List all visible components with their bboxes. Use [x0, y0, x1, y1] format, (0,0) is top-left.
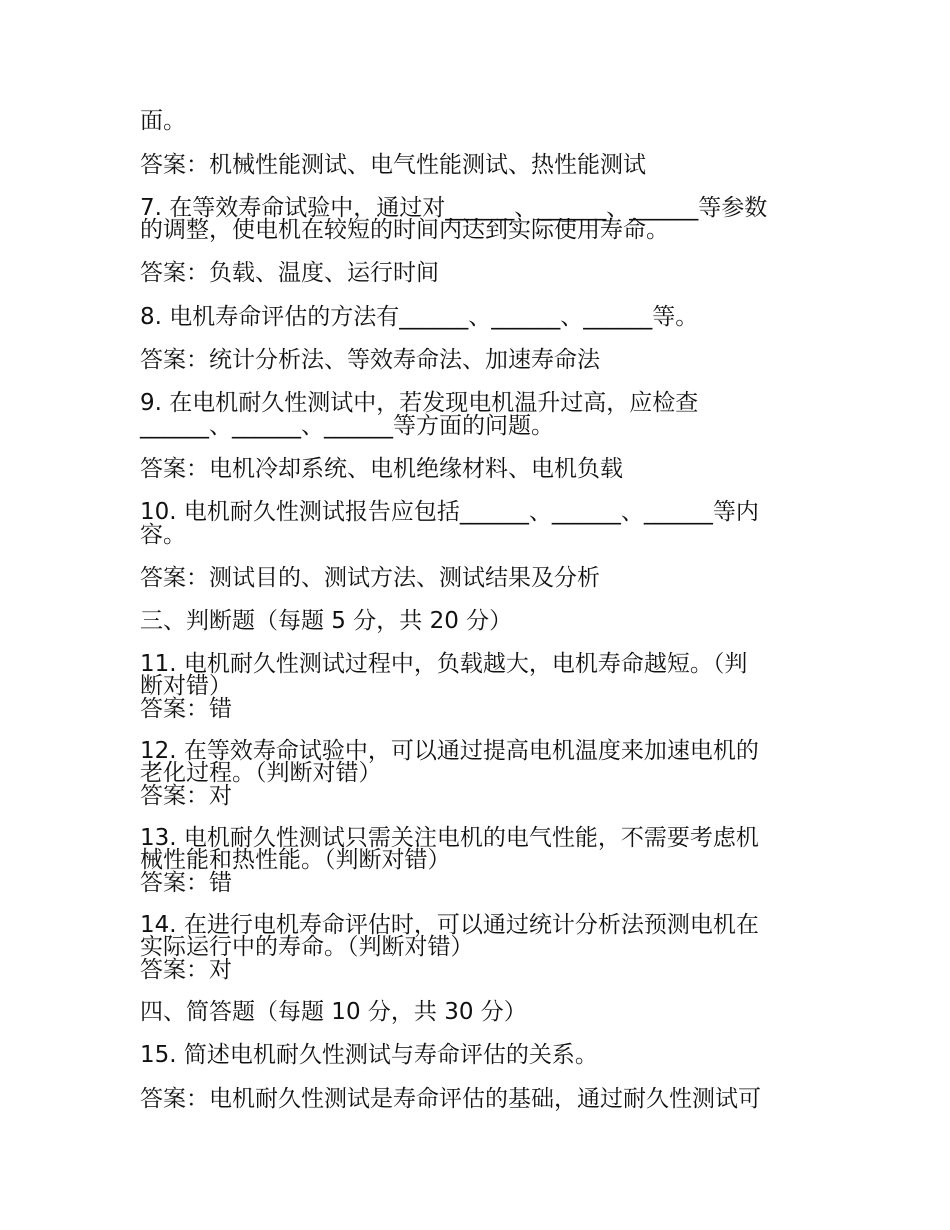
question-line: 9. 在电机耐久性测试中，若发现电机温升过高，应检查	[140, 390, 699, 416]
answer-line: 答案：电机耐久性测试是寿命评估的基础，通过耐久性测试可	[140, 1086, 761, 1112]
answer-line: 答案：机械性能测试、电气性能测试、热性能测试	[140, 152, 646, 178]
answer-line: 答案：测试目的、测试方法、测试结果及分析	[140, 565, 600, 591]
question-line: 断对错）	[140, 673, 232, 699]
question-line: ______、______、______等方面的问题。	[140, 413, 554, 439]
question-line: 15. 简述电机耐久性测试与寿命评估的关系。	[140, 1042, 598, 1068]
answer-line: 答案：负载、温度、运行时间	[140, 260, 439, 286]
section-heading: 三、判断题（每题 5 分，共 20 分）	[140, 608, 513, 634]
question-line: 老化过程。（判断对错）	[140, 760, 382, 786]
question-line: 14. 在进行电机寿命评估时，可以通过统计分析法预测电机在	[140, 912, 759, 938]
section-heading: 四、简答题（每题 10 分，共 30 分）	[140, 999, 527, 1025]
question-line: 械性能和热性能。（判断对错）	[140, 847, 451, 873]
question-line: 11. 电机耐久性测试过程中，负载越大，电机寿命越短。（判	[140, 651, 748, 677]
answer-line: 答案：对	[140, 957, 232, 983]
question-line: 的调整，使电机在较短的时间内达到实际使用寿命。	[140, 217, 669, 243]
answer-line: 答案：错	[140, 696, 232, 722]
question-line: 10. 电机耐久性测试报告应包括______、______、______等内	[140, 499, 759, 525]
question-line: 13. 电机耐久性测试只需关注电机的电气性能，不需要考虑机	[140, 825, 759, 851]
question-line: 实际运行中的寿命。（判断对错）	[140, 934, 474, 960]
answer-line: 答案：对	[140, 783, 232, 809]
question-line: 8. 电机寿命评估的方法有______、______、______等。	[140, 304, 699, 330]
answer-line: 答案：电机冷却系统、电机绝缘材料、电机负载	[140, 456, 623, 482]
question-line: 12. 在等效寿命试验中，可以通过提高电机温度来加速电机的	[140, 738, 759, 764]
question-line: 7. 在等效寿命试验中，通过对______、______、______等参数	[140, 195, 768, 221]
question-line: 容。	[140, 522, 186, 548]
answer-line: 答案：统计分析法、等效寿命法、加速寿命法	[140, 347, 600, 373]
text-line: 面。	[140, 108, 186, 134]
answer-line: 答案：错	[140, 870, 232, 896]
